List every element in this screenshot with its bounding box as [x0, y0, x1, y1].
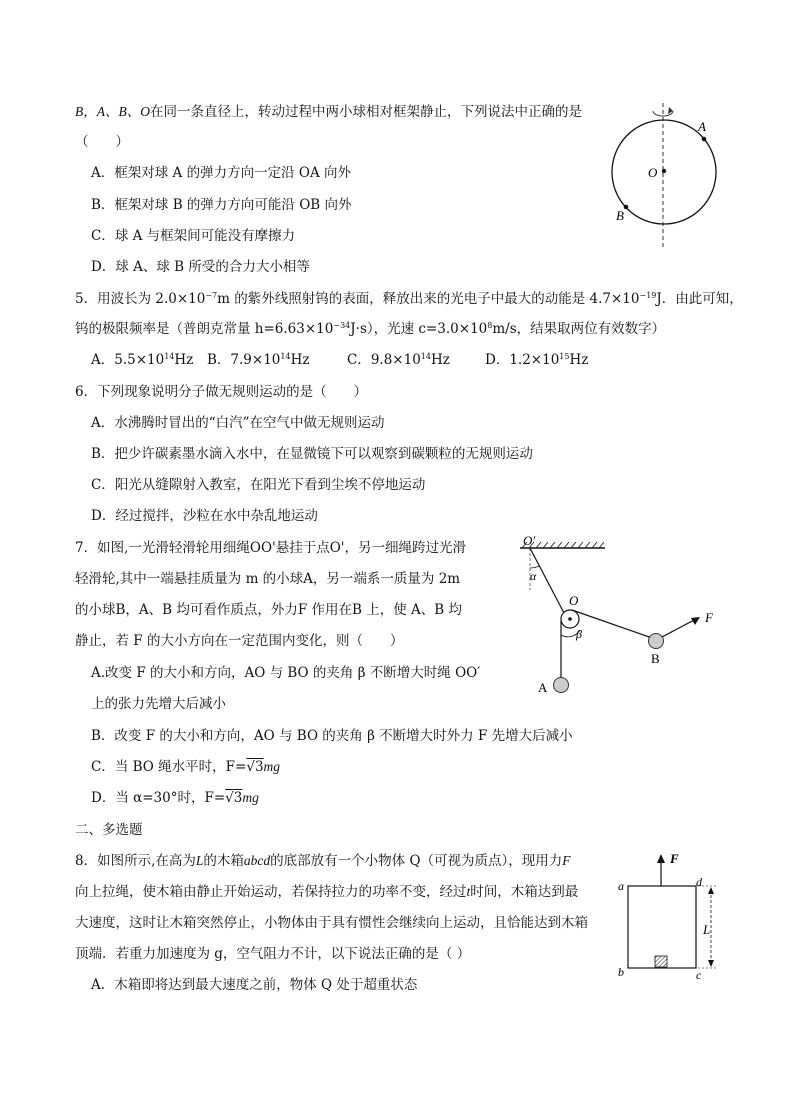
q4-label-o: O: [648, 165, 658, 180]
q7-label-o: O: [569, 593, 579, 608]
q7-ball-a: [554, 678, 569, 693]
q7-stem-line2: 轻滑轮,其中一端悬挂质量为 m 的小球A，另一端系一质量为 2m: [75, 571, 461, 587]
q8-height-arrow-top: [708, 887, 714, 894]
q5-stem-line2: [75, 320, 665, 338]
q5-line2-c: m/s，结果取两位有效数字）: [492, 321, 666, 337]
q7-option-a-line1: A.改变 F 的大小和方向，AO 与 BO 的夹角 β 不断增大时绳 OO′: [91, 665, 481, 681]
q5-line1-c: J．由此可知，: [656, 291, 743, 307]
q4-circle-figure: [605, 95, 730, 255]
q7-force-f: [662, 619, 696, 637]
q5-exp4: 8: [487, 321, 493, 330]
q5-option-c: C．$9.8\times 10^{14}Hz$: [347, 352, 450, 368]
q4-option-a: A．框架对球 A 的弹力方向一定沿 OA 向外: [91, 165, 351, 181]
q5-option-a: A．$5.5\times 10^{14}Hz$: [91, 352, 194, 368]
q5-option-d: D．$1.2\times 10^{15}Hz$: [485, 352, 589, 368]
q6-option-c: C．阳光从缝隙射入教室，在阳光下看到尘埃不停地运动: [91, 477, 426, 493]
q6-option-d: D．经过搅拌，沙粒在水中杂乱地运动: [91, 508, 318, 524]
q6-option-b: B．把少许碳素墨水滴入水中，在显微镜下可以观察到碳颗粒的无规则运动: [91, 446, 533, 462]
q4-option-d: D．球 A、球 B 所受的合力大小相等: [91, 259, 310, 275]
q5-stem-line1: [75, 290, 743, 308]
q5-exp1: −7: [205, 291, 218, 300]
q5-line1-b: m 的紫外线照射钨的表面，释放出来的光电子中最大的动能是 4.7×10: [217, 291, 640, 307]
q7-label-alpha: α: [530, 569, 537, 583]
q7-option-d: D．当 α=30°时，F=√3mg: [91, 790, 259, 806]
q8-stem-line3: 大速度，这时让木箱突然停止，小物体由于具有惯性会继续向上运动，且恰能达到木箱: [75, 915, 588, 931]
q5-line2-a: 钨的极限频率是（普朗克常量 h=6.63×10: [75, 321, 334, 337]
q5-line1-a: 5．用波长为 2.0×10: [75, 291, 206, 307]
q7-stem-line4: 静止，若 F 的大小方向在一定范围内变化，则（ ）: [75, 633, 404, 649]
q7-label-b: B: [651, 651, 660, 666]
q5-options: [91, 351, 588, 369]
q7-pulley-figure: [490, 535, 730, 700]
q4-label-b: B: [616, 208, 624, 223]
q8-stem-line1: 8．如图所示,在高为L的木箱abcd的底部放有一个小物体 Q（可视为质点），现用力F: [75, 853, 571, 869]
q4-stem-rest: 在同一条直径上，转动过程中两小球相对框架静止，下列说法中正确的是: [150, 104, 582, 120]
q5-exp3: −34: [333, 321, 351, 330]
q8-height-arrow-bottom: [708, 960, 714, 967]
q8-stem-line2: 向上拉绳，使木箱由静止开始运动，若保持拉力的功率不变，经过t时间，木箱达到最: [75, 884, 579, 900]
q7-alpha-arc: [530, 566, 539, 568]
q7-option-b: B．改变 F 的大小和方向，AO 与 BO 的夹角 β 不断增大时外力 F 先增大后减小: [91, 728, 573, 744]
q4-ball-b: [624, 205, 629, 210]
q7-option-a-line2: 上的张力先增大后减小: [91, 696, 226, 712]
q7-rope-b: [572, 610, 652, 638]
q7-option-c: C．当 BO 绳水平时，F=√3mg: [91, 759, 281, 775]
q8-label-a: a: [618, 879, 624, 893]
q7-pulley-axle: [568, 617, 572, 621]
q4-stem-line1: [75, 103, 582, 121]
q8-object-q: [655, 956, 667, 967]
q4-label-a: A: [698, 119, 706, 134]
q4-paren: （ ）: [75, 134, 129, 150]
q7-stem-line3: 的小球B，A、B 均可看作质点，外力F 作用在B 上，使 A、B 均: [75, 602, 463, 618]
q6-option-a: A．水沸腾时冒出的“白汽”在空气中做无规则运动: [91, 415, 385, 431]
q7-label-f: F: [705, 610, 713, 625]
q4-option-c: C．球 A 与框架间可能没有摩擦力: [91, 228, 296, 244]
q7-ball-b: [649, 634, 664, 649]
q4-center-dot: [662, 169, 666, 173]
q8-label-l: L: [703, 922, 711, 937]
q7-label-beta: β: [576, 627, 582, 641]
q5-line2-b: J·s），光速 c=3.0×10: [350, 321, 488, 337]
q6-stem: 6．下列现象说明分子做无规则运动的是（ ）: [75, 384, 368, 400]
q4-option-b: B．框架对球 B 的弹力方向可能沿 OB 向外: [91, 197, 352, 213]
q8-force-arrowhead: [657, 854, 665, 863]
section-title-multi-choice: 二、多选题: [75, 822, 143, 838]
q8-label-b: b: [618, 965, 624, 979]
q8-label-c: c: [696, 968, 702, 982]
q8-box-figure: [612, 848, 732, 983]
q7-label-op: O′: [523, 535, 536, 548]
q8-stem-line4: 顶端．若重力加速度为 g，空气阻力不计，以下说法正确的是（ ）: [75, 946, 471, 962]
q5-exp2: −19: [639, 291, 657, 300]
q8-option-a: A．木箱即将达到最大速度之前，物体 Q 处于超重状态: [91, 977, 418, 993]
q4-ball-a: [702, 137, 707, 142]
q5-option-b: B．$7.9\times 10^{14}Hz$: [207, 352, 310, 368]
q4-stem-vars: B，A、B、O: [75, 104, 150, 119]
q8-label-d: d: [696, 875, 702, 889]
q7-label-a: A: [538, 680, 548, 695]
q8-label-f: F: [670, 851, 679, 866]
q7-stem-line1: 7．如图,一光滑轻滑轮用细绳OO'悬挂于点O'，另一细绳跨过光滑: [75, 540, 467, 556]
